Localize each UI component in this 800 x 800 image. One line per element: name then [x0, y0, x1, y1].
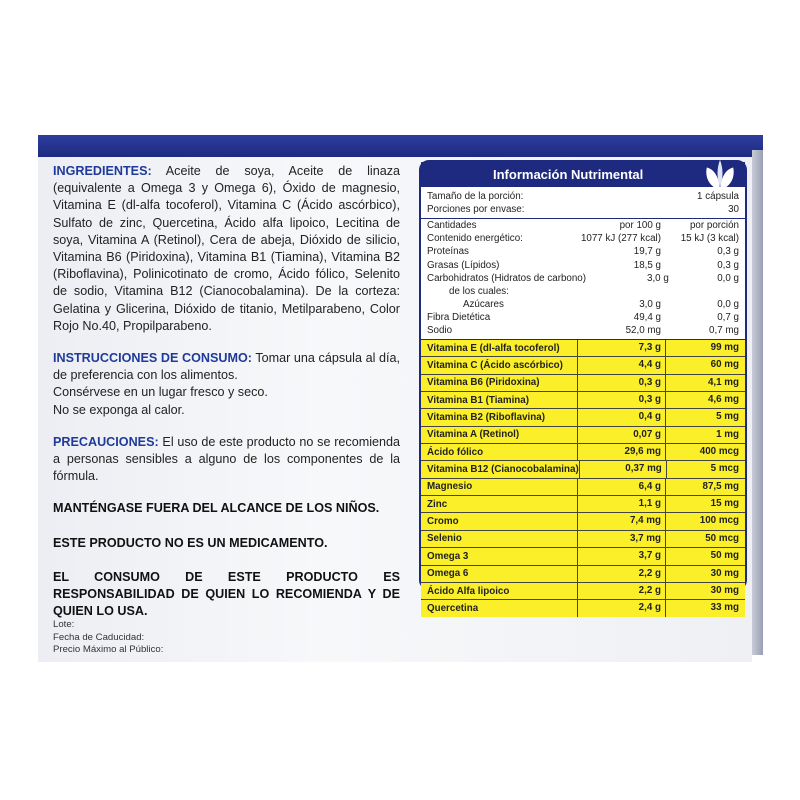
vitamin-row [421, 460, 745, 477]
ingredientes-heading: INGREDIENTES: [53, 164, 152, 178]
nutrient-name: Fibra Dietética [427, 311, 491, 323]
vitamin-row [421, 374, 745, 391]
nutrient-perporcion: 0,3 g [717, 246, 739, 258]
lote-label: Lote: [53, 619, 75, 630]
nutrient-name: Grasas (Lípidos) [427, 259, 500, 271]
nutrient-perporcion: 15 kJ (3 kcal) [680, 233, 739, 245]
vitamin-row [421, 547, 745, 564]
vitamin-perporcion: 4,1 mg [665, 375, 745, 391]
nutrient-row [421, 285, 745, 298]
vitamin-per100: 0,07 g [577, 427, 665, 443]
vitamin-name: Vitamina E (dl-alfa tocoferol) [427, 342, 560, 354]
porciones-value: 30 [728, 204, 739, 216]
vitamin-perporcion: 1 mg [665, 427, 745, 443]
tamano-row [421, 190, 745, 203]
vitamin-name: Vitamina C (Ácido ascórbico) [427, 360, 563, 372]
per100-header: por 100 g [619, 220, 661, 232]
vitamin-perporcion: 99 mg [665, 340, 745, 356]
instrucciones-paragraph [53, 350, 400, 384]
nutrient-name: Sodio [427, 324, 453, 336]
vitamin-perporcion: 4,6 mg [665, 392, 745, 408]
porciones-row [421, 203, 745, 216]
vitamin-row [421, 512, 745, 529]
vitamin-name: Vitamina B2 (Riboflavina) [427, 412, 545, 424]
vitamin-row [421, 356, 745, 373]
nutrient-perporcion: 0,0 g [717, 298, 739, 310]
vitamin-row [421, 426, 745, 443]
vitamin-name: Cromo [427, 516, 459, 528]
vitamin-row [421, 478, 745, 495]
vitamin-per100: 2,2 g [577, 583, 665, 599]
warning-medicamento: ESTE PRODUCTO NO ES UN MEDICAMENTO. [53, 535, 328, 550]
nutrient-name: Carbohidratos (Hidratos de carbono) [427, 272, 587, 284]
tamano-label: Tamaño de la porción: [427, 191, 524, 203]
vitamin-per100: 3,7 mg [577, 531, 665, 547]
vitamin-row [421, 443, 745, 460]
perporcion-header: por porción [689, 220, 739, 232]
nutrient-row [421, 324, 745, 337]
vitamin-name: Selenio [427, 533, 462, 545]
package-top-edge [38, 135, 763, 157]
nutrition-facts-table [419, 160, 747, 614]
cantidades-row [421, 218, 745, 232]
ingredientes-text: Aceite de soya, Aceite de linaza (equivalente a Omega 3 y Omega 6), Óxido de magnesio, Vitamina E (dl-alfa tocoferol), Vitamina C (Ácido ascórbico), Sulfato de zinc, Quercetina, Ácido alfa lipoico, Lecitina de soya, Vitamina A (Retinol), Cera de abeja, Dióxido de silicio, Vitamina B6 (Piridoxina), Vitamina B1 (Tiamina), Vitamina B2 (Riboflavina), Polinicotinato de cromo, Ácido fólico, Selenito de sodio, Vitamina B12 (Cianocobalamina). De la corteza: Gelatina y Glicerina, Dióxido de titanio, Metilparabeno, Color Rojo No.40, Propilparabeno. [53, 164, 400, 333]
nutrient-row [421, 258, 745, 271]
vitamin-section [421, 339, 745, 617]
nutrient-perporcion: 0,7 mg [709, 324, 739, 336]
vitamin-per100: 7,4 mg [577, 513, 665, 529]
nutrient-per100: 3,0 g [647, 272, 669, 284]
vitamin-perporcion: 33 mg [665, 600, 745, 616]
nutrient-perporcion: 0,7 g [717, 311, 739, 323]
vitamin-name: Ácido Alfa lipoico [427, 585, 510, 597]
nutrient-per100: 49,4 g [633, 311, 661, 323]
vitamin-row [421, 599, 745, 616]
vitamin-perporcion: 400 mcg [665, 444, 745, 460]
vitamin-per100: 0,37 mg [579, 461, 666, 477]
vitamin-perporcion: 30 mg [665, 566, 745, 582]
vitamin-perporcion: 50 mcg [665, 531, 745, 547]
nutrient-perporcion: 0,0 g [717, 272, 739, 284]
instrucciones-heading: INSTRUCCIONES DE CONSUMO: [53, 351, 252, 366]
nutrient-name: Contenido energético: [427, 233, 523, 245]
vitamin-row [421, 340, 745, 356]
package-right-edge [752, 150, 763, 655]
vitamin-perporcion: 30 mg [665, 583, 745, 599]
vitamin-perporcion: 15 mg [665, 496, 745, 512]
conservese-line: Consérvese en un lugar fresco y seco. [53, 385, 268, 400]
vitamin-perporcion: 87,5 mg [665, 479, 745, 495]
vitamin-per100: 0,3 g [577, 392, 665, 408]
nutrient-row [421, 272, 745, 285]
vitamin-name: Vitamina B12 (Cianocobalamina) [427, 464, 579, 476]
label-text-column [53, 163, 400, 620]
vitamin-row [421, 530, 745, 547]
vitamin-perporcion: 100 mcg [665, 513, 745, 529]
lote-block [53, 619, 163, 657]
instrucciones-text: Tomar una cápsula al día, de preferencia con los alimentos. [53, 351, 400, 383]
precauciones-text: El uso de este producto no se recomienda a personas sensibles a alguno de los componentes de la fórmula. [53, 434, 401, 484]
nutrient-per100: 18,5 g [633, 259, 661, 271]
ingredientes-paragraph [53, 163, 400, 335]
nutrient-name: de los cuales: [449, 285, 509, 297]
nutrient-per100: 1077 kJ (277 kcal) [580, 233, 661, 245]
vitamin-name: Ácido fólico [427, 446, 484, 458]
vitamin-perporcion: 60 mg [665, 357, 745, 373]
vitamin-row [421, 408, 745, 425]
vitamin-per100: 2,2 g [577, 566, 665, 582]
precauciones-paragraph [53, 434, 400, 486]
vitamin-perporcion: 5 mg [665, 409, 745, 425]
nutrient-name: Azúcares [463, 298, 504, 310]
nutrient-name: Proteínas [427, 246, 469, 258]
vitamin-name: Vitamina B6 (Piridoxina) [427, 377, 540, 389]
vitamin-per100: 1,1 g [577, 496, 665, 512]
nutrient-per100: 19,7 g [633, 246, 661, 258]
vitamin-per100: 3,7 g [577, 548, 665, 564]
vitamin-perporcion: 50 mg [665, 548, 745, 564]
vitamin-name: Vitamina B1 (Tiamina) [427, 394, 529, 406]
precauciones-heading: PRECAUCIONES: [53, 434, 159, 449]
vitamin-per100: 2,4 g [577, 600, 665, 616]
leaf-logo-icon [701, 158, 739, 192]
nutrient-perporcion: 0,3 g [717, 259, 739, 271]
vitamin-row [421, 582, 745, 599]
vitamin-per100: 0,3 g [577, 375, 665, 391]
nutrient-row [421, 311, 745, 324]
vitamin-row [421, 495, 745, 512]
cantidades-label: Cantidades [427, 220, 477, 232]
vitamin-per100: 29,6 mg [577, 444, 665, 460]
caducidad-label: Fecha de Caducidad: [53, 631, 145, 643]
nutrient-row [421, 298, 745, 311]
nutrient-row [421, 245, 745, 258]
nutrition-title: Información Nutrimental [493, 167, 644, 182]
vitamin-per100: 7,3 g [577, 340, 665, 356]
tamano-value: 1 cápsula [697, 191, 739, 203]
nutrient-row [421, 232, 745, 245]
vitamin-name: Omega 6 [427, 568, 469, 580]
warning-ninos: MANTÉNGASE FUERA DEL ALCANCE DE LOS NIÑOS. [53, 501, 380, 516]
vitamin-name: Quercetina [427, 602, 479, 614]
warning-consumo: EL CONSUMO DE ESTE PRODUCTO ES RESPONSABILIDAD DE QUIEN LO RECOMIENDA Y DE QUIEN LO USA. [53, 569, 400, 619]
porciones-label: Porciones por envase: [427, 204, 525, 216]
vitamin-row [421, 391, 745, 408]
vitamin-name: Zinc [427, 498, 448, 510]
calor-line: No se exponga al calor. [53, 402, 185, 417]
nutrient-per100: 52,0 mg [625, 324, 661, 336]
vitamin-name: Omega 3 [427, 550, 469, 562]
nutrition-header [421, 162, 745, 187]
vitamin-name: Magnesio [427, 481, 473, 493]
vitamin-row [421, 565, 745, 582]
vitamin-per100: 0,4 g [577, 409, 665, 425]
nutrient-per100: 3,0 g [639, 298, 661, 310]
vitamin-per100: 4,4 g [577, 357, 665, 373]
vitamin-perporcion: 5 mcg [666, 461, 745, 477]
vitamin-per100: 6,4 g [577, 479, 665, 495]
vitamin-name: Vitamina A (Retinol) [427, 429, 520, 441]
precio-label: Precio Máximo al Público: [53, 644, 164, 655]
